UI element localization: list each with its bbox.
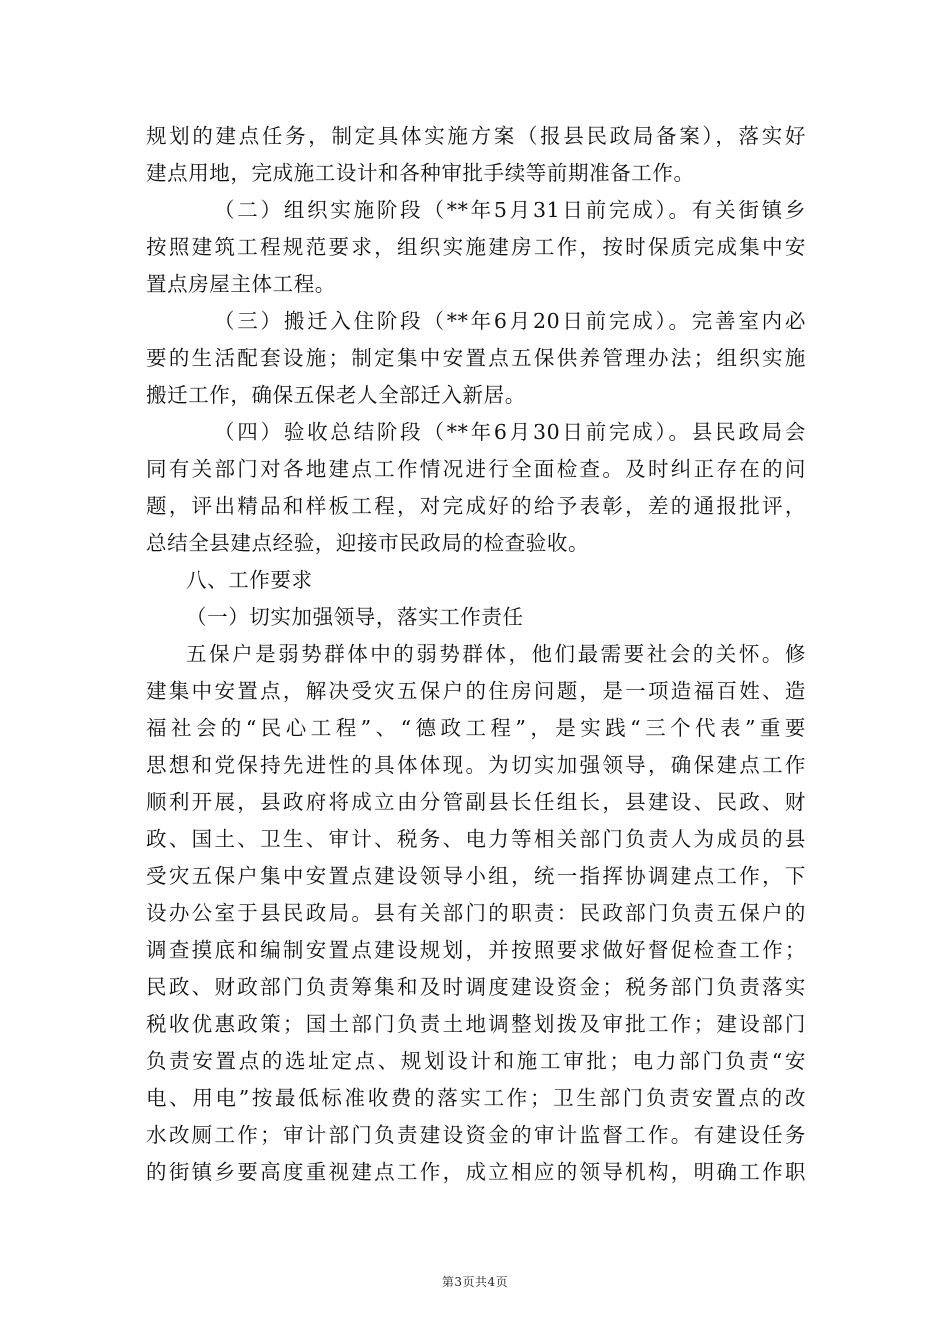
document-body bbox=[146, 118, 806, 1191]
text-line: 置点房屋主体工程。 bbox=[146, 272, 336, 296]
text-line: 水改厕工作；审计部门负责建设资金的审计监督工作。有建设任务 bbox=[146, 1123, 806, 1147]
text-line: 同有关部门对各地建点工作情况进行全面检查。及时纠正存在的问 bbox=[146, 457, 806, 481]
text-line: （四）验收总结阶段（**年6月30日前完成）。县民政局会 bbox=[214, 420, 806, 444]
text-line: 政、国土、卫生、审计、税务、电力等相关部门负责人为成员的县 bbox=[146, 827, 806, 851]
text-line: （二）组织实施阶段（**年5月31日前完成）。有关街镇乡 bbox=[214, 198, 806, 222]
text-line: 的街镇乡要高度重视建点工作，成立相应的领导机构，明确工作职 bbox=[146, 1160, 806, 1184]
text-line: 负责安置点的选址定点、规划设计和施工审批；电力部门负责“安 bbox=[146, 1049, 806, 1073]
text-line: 建点用地，完成施工设计和各种审批手续等前期准备工作。 bbox=[146, 161, 695, 185]
text-line: 税收优惠政策；国土部门负责土地调整划拨及审批工作；建设部门 bbox=[146, 1012, 806, 1036]
section-heading: 八、工作要求 bbox=[186, 568, 313, 592]
text-line: 五保户是弱势群体中的弱势群体，他们最需要社会的关怀。修 bbox=[186, 642, 806, 666]
text-line: 题，评出精品和样板工程，对完成好的给予表彰，差的通报批评， bbox=[146, 494, 806, 518]
text-line: 搬迁工作，确保五保老人全部迁入新居。 bbox=[146, 383, 526, 407]
text-line: 受灾五保户集中安置点建设领导小组，统一指挥协调建点工作，下 bbox=[146, 864, 806, 888]
text-line: 调查摸底和编制安置点建设规划，并按照要求做好督促检查工作； bbox=[146, 938, 806, 962]
text-line: 要的生活配套设施；制定集中安置点五保供养管理办法；组织实施 bbox=[146, 346, 806, 370]
text-line: 电、用电”按最低标准收费的落实工作；卫生部门负责安置点的改 bbox=[146, 1086, 806, 1110]
text-line: 设办公室于县民政局。县有关部门的职责：民政部门负责五保户的 bbox=[146, 901, 806, 925]
text-line: 思想和党保持先进性的具体体现。为切实加强领导，确保建点工作 bbox=[146, 753, 806, 777]
text-line: 规划的建点任务，制定具体实施方案（报县民政局备案），落实好 bbox=[146, 124, 806, 148]
subsection-heading: （一）切实加强领导，落实工作责任 bbox=[186, 605, 524, 629]
text-line: 按照建筑工程规范要求，组织实施建房工作，按时保质完成集中安 bbox=[146, 235, 806, 259]
text-line: 建集中安置点，解决受灾五保户的住房问题，是一项造福百姓、造 bbox=[146, 679, 806, 703]
page-number: 第3页共4页 bbox=[441, 1275, 509, 1289]
text-line: （三）搬迁入住阶段（**年6月20日前完成）。完善室内必 bbox=[214, 309, 806, 333]
text-line: 顺利开展，县政府将成立由分管副县长任组长，县建设、民政、财 bbox=[146, 790, 806, 814]
text-line: 总结全县建点经验，迎接市民政局的检查验收。 bbox=[146, 531, 590, 555]
text-line: 福社会的“民心工程”、“德政工程”，是实践“三个代表”重要 bbox=[146, 716, 806, 740]
text-line: 民政、财政部门负责筹集和及时调度建设资金；税务部门负责落实 bbox=[146, 975, 806, 999]
